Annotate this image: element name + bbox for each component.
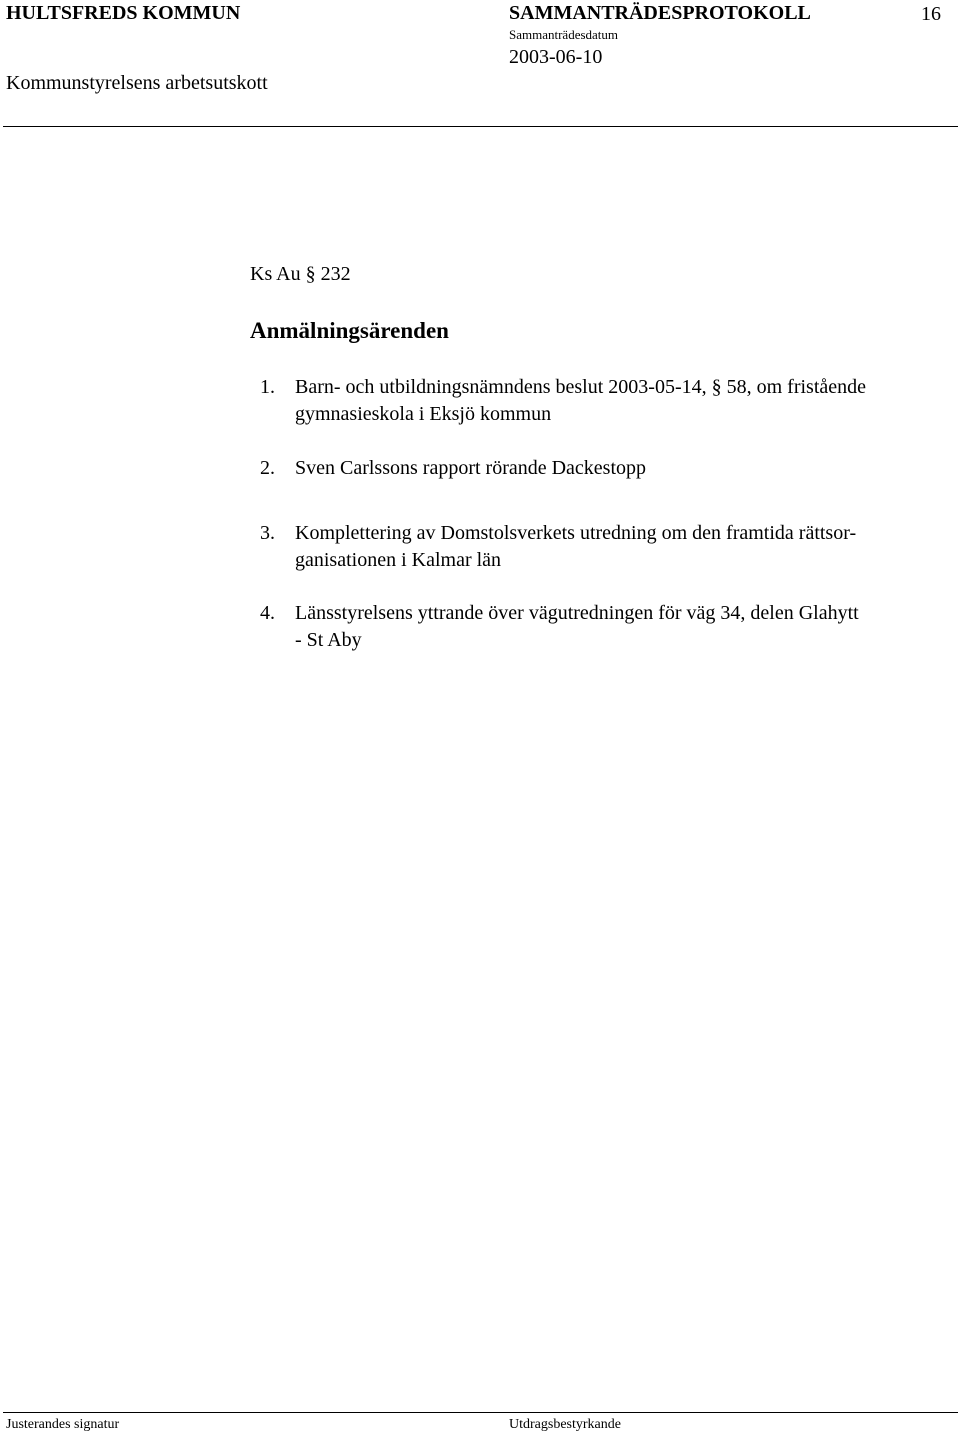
list-item-number: 3. xyxy=(260,522,275,544)
document-type: SAMMANTRÄDESPROTOKOLL xyxy=(509,2,811,24)
organization-name: HULTSFREDS KOMMUN xyxy=(6,2,241,24)
certification-label: Utdragsbestyrkande xyxy=(509,1417,621,1432)
meeting-date-label: Sammanträdesdatum xyxy=(509,27,619,42)
signature-label: Justerandes signatur xyxy=(6,1417,120,1432)
page-number: 16 xyxy=(921,3,941,25)
list-item-number: 2. xyxy=(260,457,275,479)
footer-divider xyxy=(3,1412,958,1413)
list-item-text: Barn- och utbildningsnämndens beslut 2003-05-14, § 58, om fristående gymnasieskola i Eksjö kommun xyxy=(295,376,867,425)
section-title: Anmälningsärenden xyxy=(250,318,449,343)
committee-name: Kommunstyrelsens arbetsutskott xyxy=(6,72,268,94)
list-item-text: Länsstyrelsens yttrande över vägutredningen för väg 34, delen Glahytt - St Aby xyxy=(295,602,859,651)
list-item-number: 1. xyxy=(260,376,275,398)
list-item-number: 4. xyxy=(260,602,275,624)
list-item-text: Sven Carlssons rapport rörande Dackestopp xyxy=(295,457,647,479)
section-reference: Ks Au § 232 xyxy=(250,263,351,285)
meeting-date: 2003-06-10 xyxy=(509,46,603,68)
header-divider xyxy=(3,126,958,127)
list-item-text: Komplettering av Domstolsverkets utredning om den framtida rättsor- ganisationen i Kalmar län xyxy=(295,522,857,571)
